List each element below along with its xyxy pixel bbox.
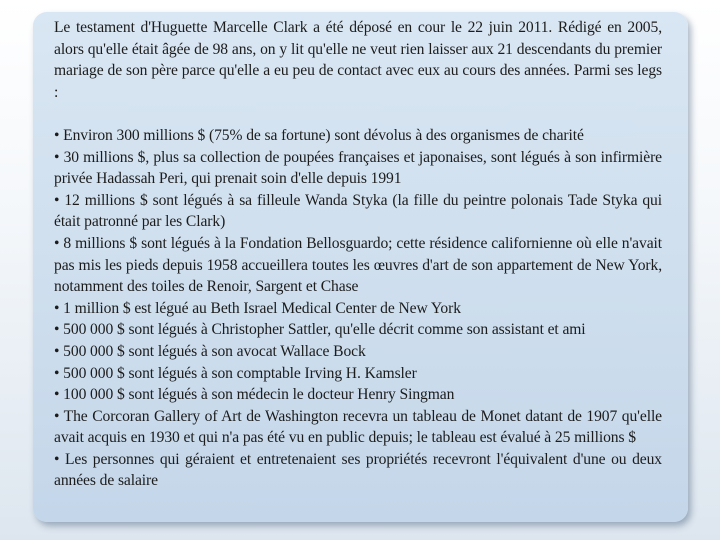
bullet-icon: • [54,191,60,209]
bullet-icon: • [54,299,60,317]
bullet-icon: • [54,234,60,252]
list-item [54,125,662,147]
intro-paragraph: Le testament d'Huguette Marcelle Clark a été déposé en cour le 22 juin 2011. Rédigé en 2005, alors qu'elle était âgée de 98 ans, on y lit qu'elle ne veut rien laisser aux 21 descendants du premier mariage de son père parce qu'elle a eu peu de contact avec eux au cours des années. Parmi ses legs : [54,19,662,101]
list-item-text: 500 000 $ sont légués à son avocat Wallace Bock [63,342,366,360]
list-item-text: 500 000 $ sont légués à Christopher Sattler, qu'elle décrit comme son assistant et ami [63,321,586,339]
list-item-text: Les personnes qui géraient et entretenaient ses propriétés recevront l'équivalent d'une ou deux années de salaire [54,450,662,490]
list-item-text: Environ 300 millions $ (75% de sa fortune) sont dévolus à des organismes de charité [63,126,584,144]
list-item [54,384,662,406]
list-item [54,341,662,363]
list-item-text: 1 million $ est légué au Beth Israel Medical Center de New York [63,299,461,317]
bullet-icon: • [54,407,60,425]
list-item [54,319,662,341]
list-item [54,147,662,190]
bequest-list [54,125,662,492]
bullet-icon: • [54,342,60,360]
list-item [54,190,662,233]
bullet-icon: • [54,364,60,382]
list-item [54,406,662,449]
list-item-text: 30 millions $, plus sa collection de poupées françaises et japonaises, sont légués à son infirmière privée Hadassah Peri, qui prenait soin d'elle depuis 1991 [54,148,662,188]
list-item [54,449,662,492]
list-item-text: 12 millions $ sont légués à sa filleule Wanda Styka (la fille du peintre polonais Tade Styka qui était patronné par les Clark) [54,191,662,231]
list-item-text: The Corcoran Gallery of Art de Washington recevra un tableau de Monet datant de 1907 qu'elle avait acquis en 1930 et qui n'a pas été vu en public depuis; le tableau est évalué à 25 millions $ [54,407,662,447]
bullet-icon: • [54,450,60,468]
bullet-icon: • [54,321,60,339]
list-item [54,363,662,385]
list-item-text: 100 000 $ sont légués à son médecin le docteur Henry Singman [63,386,455,404]
bullet-icon: • [54,126,60,144]
list-item-text: 500 000 $ sont légués à son comptable Irving H. Kamsler [63,364,417,382]
list-item-text: 8 millions $ sont légués à la Fondation Bellosguardo; cette résidence californienne où elle n'avait pas mis les pieds depuis 1958 accueillera toutes les œuvres d'art de son appartement de New York, notamment des toiles de Renoir, Sargent et Chase [54,234,662,296]
bullet-icon: • [54,386,60,404]
list-item [54,233,662,298]
list-item [54,298,662,320]
bullet-icon: • [54,148,60,166]
document-body [54,17,662,492]
